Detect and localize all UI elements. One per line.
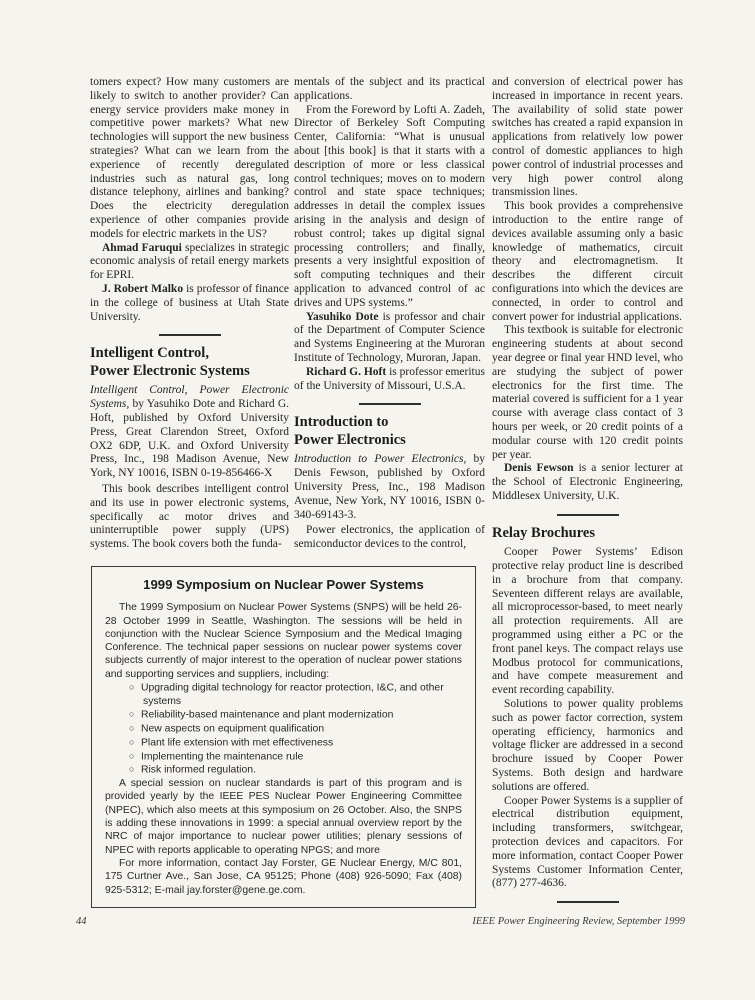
list-item bbox=[129, 722, 462, 736]
heading-line: Power Electronic Systems bbox=[90, 362, 250, 379]
citation-details: by Yasuhiko Dote and Richard G. Hoft, published by Oxford University Press, Great Clarendon Street, Oxford OX2 6DP, U.K. and Oxford University Press, Inc., 198 Madison Avenue, New York, NY 10016, ISBN 0-19-856466-X bbox=[90, 398, 289, 480]
author-bio bbox=[492, 462, 683, 503]
paragraph-continued: mentals of the subject and its practical applications. bbox=[294, 76, 485, 102]
paragraph: Power electronics, the application of semiconductor devices to the control, bbox=[294, 524, 485, 551]
author-bio bbox=[294, 311, 485, 366]
book-title: Introduction to Power Electronics, bbox=[294, 453, 467, 466]
section-heading-intelligent-control bbox=[90, 345, 289, 380]
author-name: J. Robert Malko bbox=[102, 282, 184, 295]
circle-bullet-icon: ○ bbox=[129, 736, 135, 747]
column-right bbox=[492, 76, 683, 912]
author-bio bbox=[90, 242, 289, 283]
symposium-topic-list bbox=[105, 681, 462, 777]
paragraph-continued: and conversion of electrical power has increased in importance in recent years. The availability of solid state power switches has created a rapid expansion in applications from relatively low power control of domestic appliances to high power control of industrial processes and very high power control along transmission lines. bbox=[492, 76, 683, 199]
author-name: Richard G. Hoft bbox=[306, 365, 387, 378]
list-item-text: Implementing the maintenance rule bbox=[141, 751, 304, 763]
paragraph: From the Foreword by Lofti A. Zadeh, Director of Berkeley Soft Computing Center, California: “What is unusual about [this book] is that it starts with a description of more or less classical control techniques; moves on to modern control and state space techniques; addresses in detail the complex issues arising in the analysis and design of robust control; takes up digital signal processing controllers; and finally, presents a very insightful exposition of soft computing techniques and their application to advanced control of ac drives and UPS systems.” bbox=[294, 103, 485, 309]
author-name: Denis Fewson bbox=[504, 462, 574, 475]
symposium-announcement-box bbox=[91, 566, 476, 908]
column-left bbox=[90, 76, 289, 566]
paragraph: Solutions to power quality problems such as power factor correction, system operating efficiency, harmonics and voltage flicker are addressed in a second brochure issued by Cooper Power Systems. Both design and hardware solutions are offered. bbox=[492, 697, 683, 793]
heading-line: Introduction to bbox=[294, 414, 389, 431]
author-bio-text: is professor emeritus of the University of Missouri, U.S.A. bbox=[294, 365, 485, 392]
list-item-text: Upgrading digital technology for reactor protection, I&C, and other systems bbox=[141, 682, 444, 707]
paragraph: This textbook is suitable for electronic engineering students at about second year degree or final year HND level, who are studying the subject of power electronics for the first time. The material covered is sufficient for a 1 year course with average class contact of 3 hours per week, or 20 credit points of a modular course with 120 credit points per year. bbox=[492, 324, 683, 461]
box-paragraph: A special session on nuclear standards is part of this program and is provided yearly by the IEEE PES Nuclear Power Engineering Committee (NPEC), which also meets at this symposium on 26 October. Also, the SNPS is adding these innovations in 1999: a special annual overview report by the NRC of major importance to nuclear power utilities; plenary sessions of NPEC with reports applicable to operating NPGS; and more bbox=[105, 778, 462, 856]
author-name: Ahmad Faruqui bbox=[102, 241, 182, 254]
column-middle bbox=[294, 76, 485, 566]
box-paragraph: For more information, contact Jay Forster, GE Nuclear Energy, M/C 801, 175 Curtner Ave., San Jose, CA 95125; Phone (408) 926-5090; Fax (408) 925-5312; E-mail jay.forster@gene.ge.com. bbox=[105, 857, 462, 896]
list-item bbox=[129, 681, 462, 708]
box-paragraph: The 1999 Symposium on Nuclear Power Systems (SNPS) will be held 26-28 October 1999 in Seattle, Washington. The sessions will be held in conjunction with the Nuclear Science Symposium and the Medical Imaging Conference. The technical paper sessions on nuclear power systems cover subjects currently of major interest to the operation of nuclear power stations and supporting services and suppliers, including: bbox=[105, 602, 462, 680]
section-heading-intro-power-electronics bbox=[294, 414, 485, 449]
list-item-text: Plant life extension with met effectiveness bbox=[141, 737, 334, 749]
book-title: Intelligent Control, Power Electronic Systems, bbox=[90, 384, 289, 411]
author-bio-text: is a senior lecturer at the School of Electronic Engineering, Middlesex University, U.K. bbox=[492, 462, 683, 502]
circle-bullet-icon: ○ bbox=[129, 750, 135, 761]
heading-line: Intelligent Control, bbox=[90, 345, 209, 362]
circle-bullet-icon: ○ bbox=[129, 709, 135, 720]
heading-line: Power Electronics bbox=[294, 431, 406, 448]
section-divider bbox=[557, 901, 619, 903]
circle-bullet-icon: ○ bbox=[129, 764, 135, 775]
journal-title-footer: IEEE Power Engineering Review, September 1999 bbox=[472, 916, 685, 927]
book-citation bbox=[90, 384, 289, 481]
author-bio bbox=[294, 366, 485, 394]
page-number: 44 bbox=[76, 916, 87, 927]
list-item-text: New aspects on equipment qualification bbox=[141, 723, 325, 735]
heading-line: Relay Brochures bbox=[492, 524, 595, 541]
circle-bullet-icon: ○ bbox=[129, 722, 135, 733]
author-bio-text: is professor of finance in the college of business at Utah State University. bbox=[90, 282, 289, 323]
author-bio-text: is professor and chair of the Department of Computer Science and Systems Engineering at the Muroran Institute of Technology, Muroran, Japan. bbox=[294, 310, 485, 364]
paragraph: Cooper Power Systems’ Edison protective relay product line is described in a brochure from that company. Seventeen different relays are available, all microprocessor-based, to meet nearly all protection requirements. All are programmed using either a PC or the front panel keys. The compact relays use Modbus protocol for communications, and have compete measurement and event recording capability. bbox=[492, 546, 683, 697]
box-title: 1999 Symposium on Nuclear Power Systems bbox=[143, 577, 424, 592]
list-item bbox=[129, 708, 462, 722]
circle-bullet-icon: ○ bbox=[129, 682, 135, 693]
list-item bbox=[129, 736, 462, 750]
list-item-text: Reliability-based maintenance and plant modernization bbox=[141, 709, 394, 721]
section-heading-relay-brochures bbox=[492, 525, 683, 543]
paragraph-continued: tomers expect? How many customers are likely to switch to another provider? Can energy service providers make money in competitive power markets? What new technologies will support the new business strategies? What can we learn from the experience of recently deregulated industries such as natural gas, long distance telephony, airlines and banking? Does the electricity deregulation experience of other companies provide models for electric markets in the US? bbox=[90, 76, 289, 240]
author-bio-text: specializes in strategic economic analysis of retail energy markets for EPRI. bbox=[90, 241, 289, 282]
list-item-text: Risk informed regulation. bbox=[141, 764, 256, 776]
paragraph: Cooper Power Systems is a supplier of electrical distribution equipment, including transformers, switchgear, protection devices and capacitors. For more information, contact Cooper Power Systems Customer Information Center, (877) 277-4636. bbox=[492, 794, 683, 890]
section-divider bbox=[159, 334, 221, 336]
author-bio bbox=[90, 283, 289, 324]
section-divider bbox=[359, 403, 421, 405]
author-name: Yasuhiko Dote bbox=[306, 310, 379, 323]
section-divider bbox=[557, 514, 619, 516]
paragraph: This book describes intelligent control and its use in power electronic systems, specifically ac motor drives and uninterruptible power supply (UPS) systems. The book covers both the funda- bbox=[90, 482, 289, 551]
list-item bbox=[129, 763, 462, 777]
citation-details: by Denis Fewson, published by Oxford University Press, Inc., 198 Madison Avenue, New York, NY 10016, ISBN 0-340-69143-3. bbox=[294, 453, 485, 521]
book-citation bbox=[294, 453, 485, 522]
list-item bbox=[129, 750, 462, 764]
paragraph: This book provides a comprehensive introduction to the entire range of devices available assuming only a basic knowledge of mathematics, circuit theory and electromagnetism. It describes the different circuit configurations into which the devices are connected, in order to control and convert power for industrial applications. bbox=[492, 200, 683, 323]
